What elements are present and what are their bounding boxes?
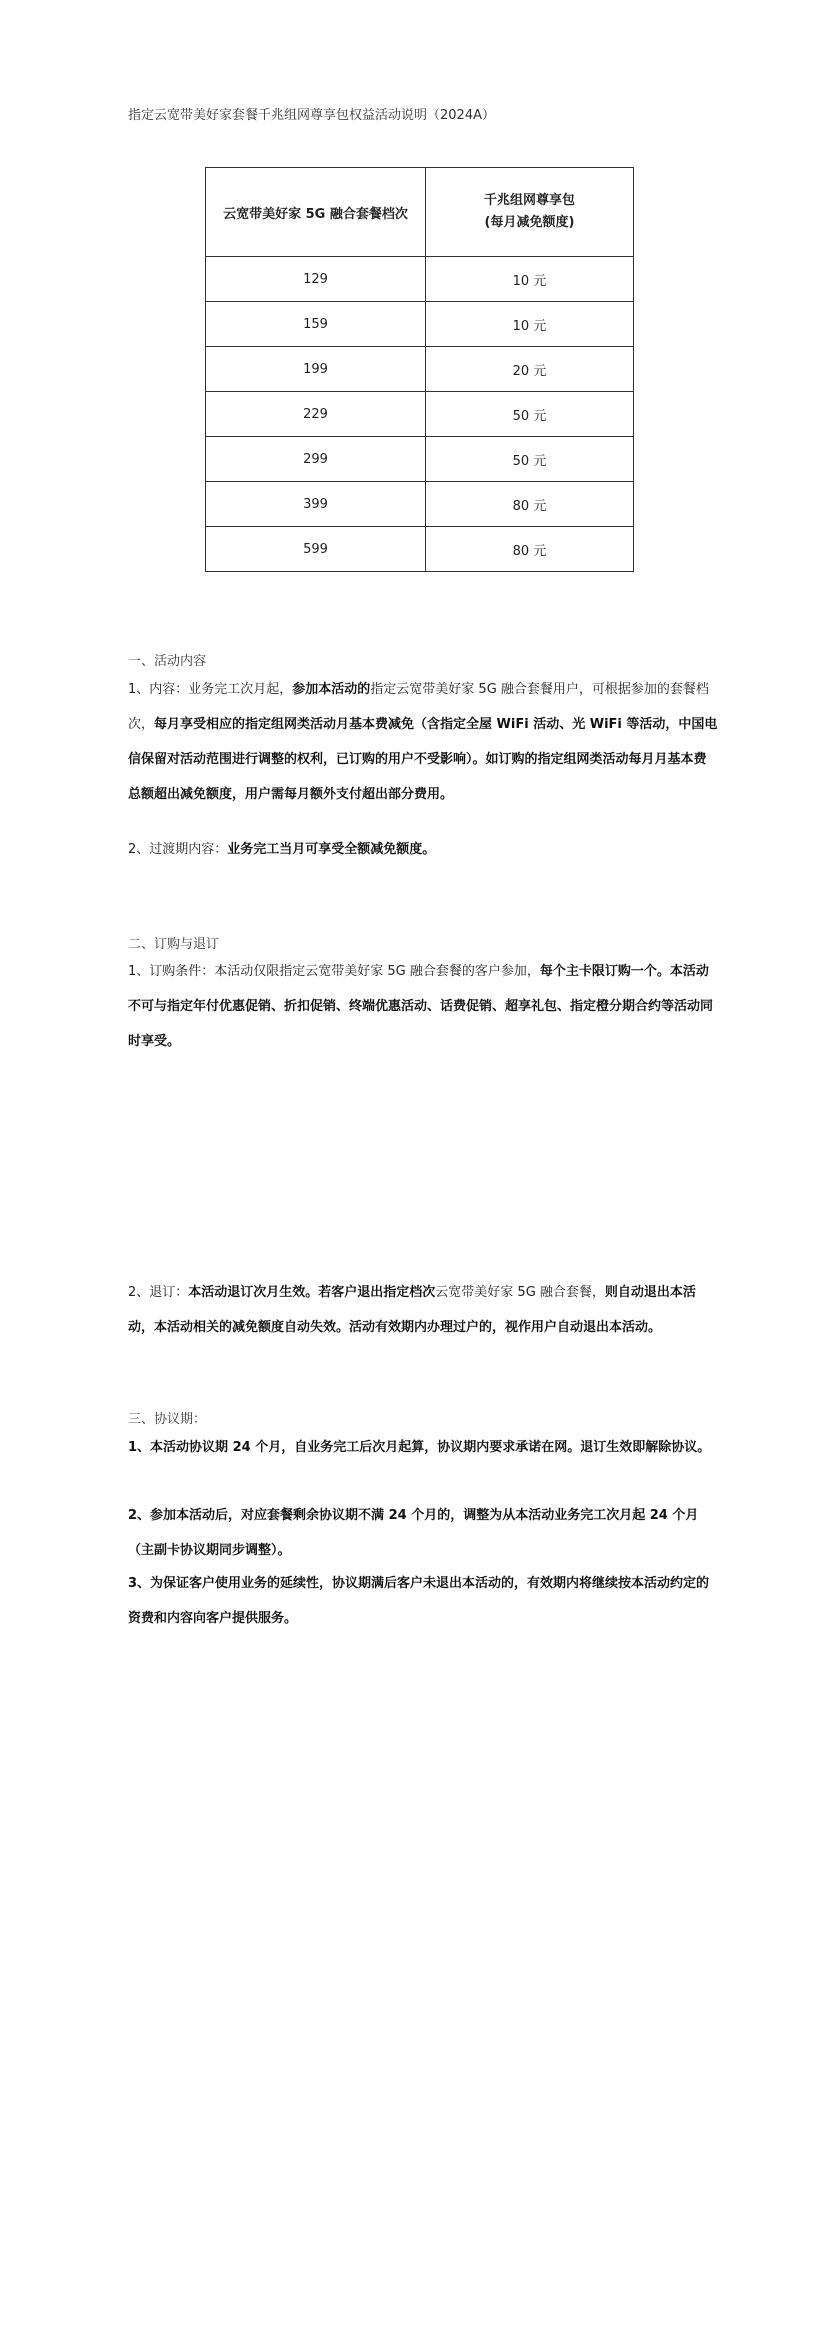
header-package-tier bbox=[206, 168, 426, 257]
table-row bbox=[206, 482, 634, 527]
header-credit-line1: 千兆组网尊享包 bbox=[483, 193, 575, 208]
section3-paragraph-3: 3、为保证客户使用业务的延续性，协议期满后客户未退出本活动的，有效期内将继续按本活动约定的资费和内容向客户提供服务。 bbox=[128, 1576, 710, 1626]
text-run-bold: 参加本活动的 bbox=[292, 682, 371, 697]
table-row bbox=[206, 347, 634, 392]
credit-cell: 20 元 bbox=[426, 347, 634, 392]
section-heading-agreement-period: 三、协议期： bbox=[128, 1412, 207, 1427]
header-monthly-credit bbox=[426, 168, 634, 257]
text-run-bold: 本活动退订次月生效。若客户退出指定档次 bbox=[188, 1285, 436, 1300]
credit-cell: 80 元 bbox=[426, 482, 634, 527]
section2-paragraph-2 bbox=[128, 1275, 718, 1345]
header-package-tier-label: 云宽带美好家 5G 融合套餐档次 bbox=[223, 206, 408, 222]
section-heading-activity-content: 一、活动内容 bbox=[128, 654, 207, 669]
table-row bbox=[206, 302, 634, 347]
text-run: 2、过渡期内容： bbox=[128, 842, 228, 857]
credit-cell: 80 元 bbox=[426, 527, 634, 572]
text-run: 1、订购条件：本活动仅限指定云宽带美好家 5G 融合套餐的客户参加， bbox=[128, 964, 540, 979]
section2-paragraph-1 bbox=[128, 954, 718, 1059]
text-run-bold: 每月享受相应的指定组网类活动月基本费减免（含指定全屋 WiFi 活动、光 WiFi 等活动，中国电信保留对活动范围进行调整的权利，已订购的用户不受影响）。如订购的指定组网类活动每月月基本费总额超出减免额度，用户需每月额外支付超出部分费用。 bbox=[128, 717, 718, 802]
section1-paragraph-2 bbox=[128, 832, 718, 867]
text-run: 云宽带美好家 5G 融合套餐， bbox=[435, 1285, 605, 1300]
tier-cell: 199 bbox=[206, 347, 426, 392]
section1-paragraph-1 bbox=[128, 672, 718, 812]
table-row bbox=[206, 437, 634, 482]
tier-cell: 399 bbox=[206, 482, 426, 527]
table-row bbox=[206, 392, 634, 437]
text-run: 2、退订： bbox=[128, 1285, 189, 1300]
package-credit-table bbox=[205, 167, 634, 572]
text-run: 指定云宽带美好家 5G 融合套餐用户，可根据参加的套餐档次， bbox=[128, 682, 709, 732]
table-row bbox=[206, 257, 634, 302]
tier-cell: 159 bbox=[206, 302, 426, 347]
section3-paragraph-1: 1、本活动协议期 24 个月，自业务完工后次月起算，协议期内要求承诺在网。退订生效即解除协议。 bbox=[128, 1440, 711, 1455]
credit-cell: 10 元 bbox=[426, 257, 634, 302]
credit-cell: 10 元 bbox=[426, 302, 634, 347]
tier-cell: 299 bbox=[206, 437, 426, 482]
text-run-bold: 业务完工当月可享受全额减免额度。 bbox=[227, 842, 436, 857]
text-run: 1、内容：业务完工次月起， bbox=[128, 682, 293, 697]
credit-cell: 50 元 bbox=[426, 437, 634, 482]
tier-cell: 599 bbox=[206, 527, 426, 572]
tier-cell: 229 bbox=[206, 392, 426, 437]
header-credit-line2: (每月减免额度) bbox=[484, 215, 575, 230]
credit-cell: 50 元 bbox=[426, 392, 634, 437]
table-header-row bbox=[206, 168, 634, 257]
section-heading-subscribe-unsubscribe: 二、订购与退订 bbox=[128, 937, 220, 952]
text-run-bold: 每个主卡限订购一个。本活动不可与指定年付优惠促销、折扣促销、终端优惠活动、话费促销、超享礼包、指定橙分期合约等活动同时享受。 bbox=[128, 964, 714, 1049]
section3-paragraph-2: 2、参加本活动后，对应套餐剩余协议期不满 24 个月的，调整为从本活动业务完工次月起 24 个月（主副卡协议期同步调整）。 bbox=[128, 1508, 699, 1558]
text-run-bold: 则自动退出本活动，本活动相关的减免额度自动失效。活动有效期内办理过户的，视作用户自动退出本活动。 bbox=[128, 1285, 696, 1335]
tier-cell: 129 bbox=[206, 257, 426, 302]
table-row bbox=[206, 527, 634, 572]
document-title: 指定云宽带美好家套餐千兆组网尊享包权益活动说明（2024A） bbox=[128, 108, 495, 123]
